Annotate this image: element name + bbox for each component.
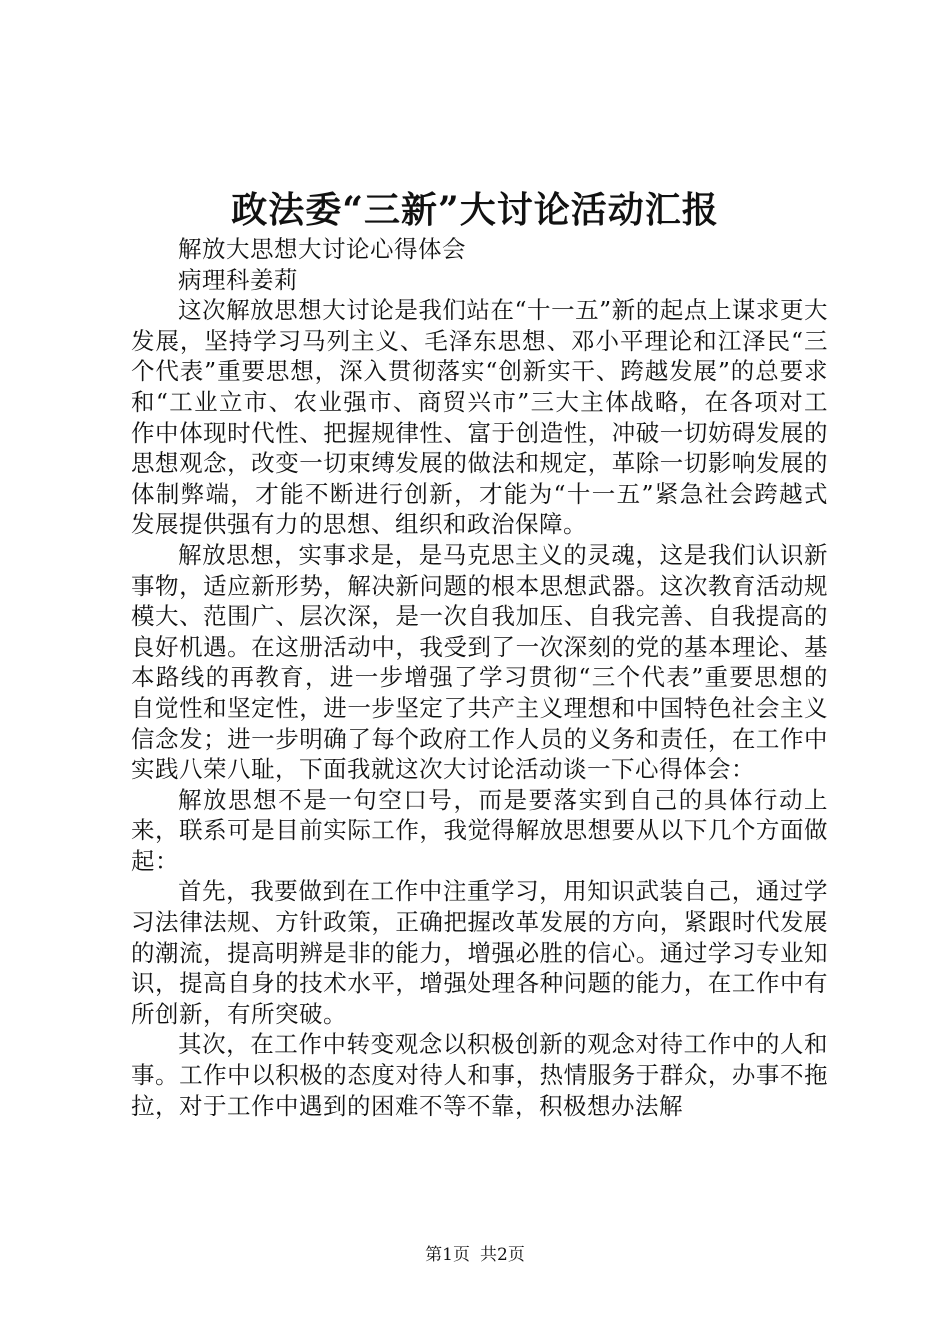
paragraph: 解放思想，实事求是，是马克思主义的灵魂，这是我们认识新事物，适应新形势，解决新问题的根本思想武器。这次教育活动规模大、范围广、层次深，是一次自我加压、自我完善、自我提高的良好机遇。在这册活动中，我受到了一次深刻的党的基本理论、基本路线的再教育，进一步增强了学习贯彻“三个代表”重要思想的自觉性和坚定性，进一步坚定了共产主义理想和中国特色社会主义信念发；进一步明确了每个政府工作人员的义务和责任，在工作中实践八荣八耻，下面我就这次大讨论活动谈一下心得体会： xyxy=(131,540,828,784)
paragraph: 其次，在工作中转变观念以积极创新的观念对待工作中的人和事。工作中以积极的态度对待人和事，热情服务于群众，办事不拖拉，对于工作中遇到的困难不等不靠，积极想办法解 xyxy=(131,1030,828,1120)
paragraph: 首先，我要做到在工作中注重学习，用知识武装自己，通过学习法律法规、方针政策，正确把握改革发展的方向，紧跟时代发展的潮流，提高明辨是非的能力，增强必胜的信心。通过学习专业知识，提高自身的技术水平，增强处理各种问题的能力，在工作中有所创新，有所突破。 xyxy=(131,877,828,1028)
paragraph: 这次解放思想大讨论是我们站在“十一五”新的起点上谋求更大发展，坚持学习马列主义、毛泽东思想、邓小平理论和江泽民“三个代表”重要思想，深入贯彻落实“创新实干、跨越发展”的总要求和“工业立市、农业强市、商贸兴市”三大主体战略，在各项对工作中体现时代性、把握规律性、富于创造性，冲破一切妨碍发展的思想观念，改变一切束缚发展的做法和规定，革除一切影响发展的体制弊端，才能不断进行创新，才能为“十一五”紧急社会跨越式发展提供强有力的思想、组织和政治保障。 xyxy=(131,296,828,539)
page-number: 第1页 xyxy=(425,1245,470,1265)
document-title: 政法委“三新”大讨论活动汇报 xyxy=(231,189,719,231)
document-body xyxy=(131,234,828,1121)
author-line: 病理科姜莉 xyxy=(178,265,298,294)
page-total: 共2页 xyxy=(480,1245,525,1265)
paragraph: 解放思想不是一句空口号，而是要落实到自己的具体行动上来，联系可是目前实际工作，我觉得解放思想要从以下几个方面做起： xyxy=(131,785,828,875)
page-footer xyxy=(0,1244,950,1266)
subtitle-line: 解放大思想大讨论心得体会 xyxy=(178,235,466,263)
